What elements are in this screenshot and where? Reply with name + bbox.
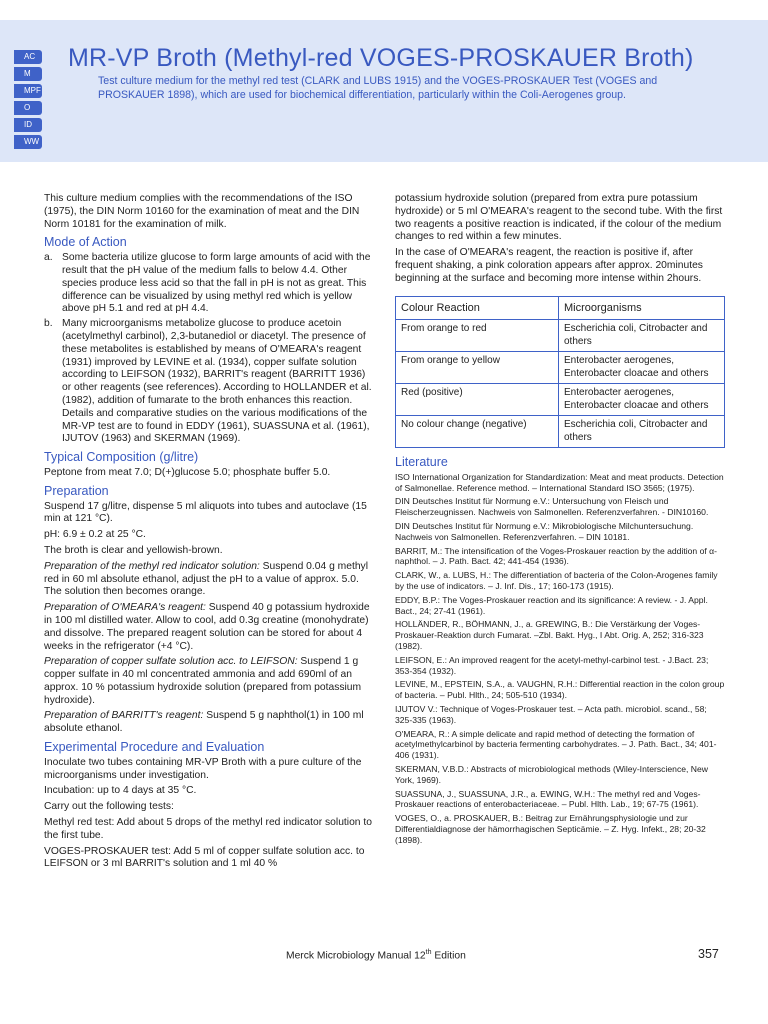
table-row [396, 320, 725, 352]
literature-item: CLARK, W., a. LUBS, H.: The differentiation of bacteria of the Colon-Arogenes family by the use of indicators. – J. Inf. Dis., 17; 160-173 (1915). [395, 570, 718, 592]
table-header-row [396, 296, 725, 320]
vp-test-paragraph: VOGES-PROSKAUER test: Add 5 ml of copper sulfate solution acc. to LEIFSON or 3 ml BARRIT's solution and 1 ml 40 % [44, 845, 365, 870]
page-number: 357 [698, 947, 719, 961]
literature-item: VOGES, O., a. PROSKAUER, B.: Beitrag zur Ernährungsphysiologie und zur Differentialdiagnose der hämorrhagischen Septicämie. – Z. Hyg. Infekt., 28; 20-32 (1898). [395, 813, 706, 845]
table-cell: Enterobacter aerogenes, Enterobacter cloacae and others [559, 352, 725, 384]
list-item-text: Many microorganisms metabolize glucose to produce acetoin (acetylmethyl carbinol), 2,3-butanediol or diacetyl. The presence of these metabolites is established by means of O'MEARA's reagent (1931) improved by LEVINE et al. (1934), copper sulfate solution according to LEIFSON (1932), BARRIT's reagent (BARRITT 1936) or other reagents (see references). According to HOLLANDER et al. (1982), addition of fumarate to the broth enhances this reaction. Details and comparative studies on the various modifications of the MR-VP test are to found in EDDY (1961), SUASSUNA et al. (1961), IJUTOV (1963) and SKERMAN (1969). [62, 318, 372, 445]
barritt-prep-text: Suspend 5 g naphthol(1) in 100 ml absolute ethanol. [44, 710, 364, 735]
leifson-prep-paragraph [44, 656, 374, 707]
literature-item: ISO International Organization for Standardization: Meat and meat products. Detection of Salmonellae. Reference method. – International Standard ISO 3565; (1975). [395, 471, 724, 493]
footer-manual-name: Merck Microbiology Manual 12 [286, 950, 426, 962]
procedure-paragraph: Inoculate two tubes containing MR-VP Broth with a pure culture of the microorganisms under investigation. [44, 756, 362, 781]
intro-paragraph: This culture medium complies with the recommendations of the ISO (1975), the DIN Norm 10160 for the examination of meat and the DIN Norm 10181 for the examination of milk. [44, 193, 360, 230]
incubation-paragraph: Incubation: up to 4 days at 35 °C. [44, 785, 197, 797]
literature-item: DIN Deutsches Institut für Normung e.V.: Untersuchung von Fleisch und Fleischerzeugnissen. Nachweis von Salmonellen. Referenzverfahren. - DIN10160. [395, 496, 709, 518]
omeara-prep-text: Suspend 40 g potassium hydroxide in 100 ml distilled water. Allow to cool, add 0.3g creatine (monohydrate) and dissolve. The prepared reagent solution can be stored for about 4 weeks in the refrigerator (+4 °C). [44, 602, 370, 652]
footer-text [286, 949, 466, 961]
table-header-cell: Colour Reaction [396, 296, 559, 320]
methyl-red-prep-label: Preparation of the methyl red indicator solution: [44, 560, 260, 572]
literature-item: HOLLÄNDER, R., BÖHMANN, J., a. GREWING, B.: Die Verstärkung der Voges-Proskauer-Reaktion durch Fumarat. –Zbl. Bakt. Hyg., I Abt. Orig. A, 252; 316-323 (1982). [395, 619, 704, 652]
leifson-prep-label: Preparation of copper sulfate solution acc. to LEIFSON: [44, 656, 298, 668]
section-tab-m[interactable]: M [14, 67, 42, 81]
literature-item: SUASSUNA, J., SUASSUNA, J.R., a. EWING, W.H.: The methyl red and Voges-Proskauer reactions of enterobacteriaceae. – Publ. Hlth. Lab., 19; 67-75 (1961). [395, 788, 701, 810]
right-column [395, 193, 725, 849]
section-tabs [14, 50, 42, 152]
preparation-paragraph: Suspend 17 g/litre, dispense 5 ml aliquots into tubes and autoclave (15 min at 121 °C). [44, 500, 367, 525]
literature-item: DIN Deutsches Institut für Normung e.V.: Mikrobiologische Milchuntersuchung. Nachweis von Salmonellen. Referenzverfahren. – DIN 10181. [395, 521, 694, 542]
left-column [44, 193, 374, 874]
table-cell: Escherichia coli, Citrobacter and others [559, 320, 725, 352]
table-row [396, 352, 725, 384]
literature-heading: Literature [395, 455, 448, 470]
omeara-result-paragraph: In the case of O'MEARA's reagent, the reaction is positive if, after frequent shaking, a pink coloration appears after approx. 20minutes beginning at the surface and becoming more intense within 2hours. [395, 247, 703, 284]
literature-item: IJUTOV V.: Technique of Voges-Proskauer test. – Acta path. microbiol. scand., 58; 325-335 (1963). [395, 704, 707, 725]
table-cell: From orange to red [396, 320, 559, 352]
table-row [396, 416, 725, 448]
table-cell: From orange to yellow [396, 352, 559, 384]
section-tab-mpf[interactable]: MPF [14, 84, 42, 98]
footer-superscript: th [425, 949, 432, 956]
table-row [396, 384, 725, 416]
vp-continuation-paragraph: potassium hydroxide solution (prepared from extra pure potassium hydroxide) or 5 ml O'MEARA's reagent to the second tube. With the first two reagents a positive reaction is indicated, if the colour of the medium changes to red within a few minutes. [395, 193, 723, 243]
page-subtitle: Test culture medium for the methyl red test (CLARK and LUBS 1915) and the VOGES-PROSKAUER Test (VOGES and PROSKAUER 1898), which are used for biochemical differentiation, particularly within the Coli-Aerogenes group. [98, 75, 658, 101]
omeara-prep-paragraph [44, 602, 374, 653]
section-tab-ac[interactable]: AC [14, 50, 42, 64]
omeara-prep-label: Preparation of O'MEARA's reagent: [44, 602, 206, 614]
appearance-paragraph: The broth is clear and yellowish-brown. [44, 544, 223, 556]
composition-text: Peptone from meat 7.0; D(+)glucose 5.0; phosphate buffer 5.0. [44, 466, 331, 478]
literature-item: LEIFSON, E.: An improved reagent for the acetyl-methyl-carbinol test. - J.Bact. 23; 353-354 (1932). [395, 654, 709, 676]
methyl-red-test-paragraph: Methyl red test: Add about 5 drops of the methyl red indicator solution to the first tube. [44, 817, 372, 841]
literature-item: LEVINE, M., EPSTEIN, S.A., a. VAUGHN, R.H.: Differential reaction in the colon group of bacteria. – Publ. Hlth., 24; 505-510 (1934). [395, 679, 725, 701]
table-cell: Enterobacter aerogenes, Enterobacter cloacae and others [559, 384, 725, 416]
procedure-heading: Experimental Procedure and Evaluation [44, 740, 265, 755]
literature-item: SKERMAN, V.B.D.: Abstracts of microbiological methods (Wiley-Interscience, New York, 1969). [395, 764, 708, 785]
composition-heading: Typical Composition (g/litre) [44, 450, 199, 465]
colour-reaction-table [395, 296, 725, 449]
leifson-prep-text: Suspend 1 g copper sulfate in 40 ml concentrated ammonia and add 690ml of an approx. 10 % potassium hydroxide solution (prepared from potassium hydroxide). [44, 656, 362, 706]
list-item [44, 252, 374, 316]
barritt-prep-paragraph [44, 710, 374, 736]
section-tab-o[interactable]: O [14, 101, 42, 115]
mode-of-action-heading: Mode of Action [44, 235, 127, 250]
table-cell: Escherichia coli, Citrobacter and others [559, 416, 725, 448]
page-title: MR-VP Broth (Methyl-red VOGES-PROSKAUER Broth) [68, 44, 694, 72]
literature-item: O'MEARA, R.: A simple delicate and rapid method of detecting the formation of acetylmethylcarbinol by bacteria fermenting carbohydrates. – J. Path. Bact., 34; 401-406 (1931). [395, 728, 717, 761]
tests-intro-paragraph: Carry out the following tests: [44, 801, 174, 813]
ph-paragraph: pH: 6.9 ± 0.2 at 25 °C. [44, 529, 146, 541]
literature-item: EDDY, B.P.: The Voges-Proskauer reaction and its significance: A review. - J. Appl. Bact., 24; 27-41 (1961). [395, 594, 708, 616]
table-cell: Red (positive) [396, 384, 559, 416]
methyl-red-prep-text: Suspend 0.04 g methyl red in 60 ml absolute ethanol, adjust the pH to a value of approx. 5.0. The solution then becomes orange. [44, 560, 368, 598]
section-tab-ww[interactable]: WW [14, 135, 42, 149]
list-marker: a. [44, 252, 53, 264]
methyl-red-prep-paragraph [44, 561, 374, 599]
table-header-cell: Microorganisms [559, 296, 725, 320]
list-marker: b. [44, 318, 53, 330]
preparation-heading: Preparation [44, 483, 109, 498]
list-item-text: Some bacteria utilize glucose to form large amounts of acid with the result that the pH value of the medium falls to below 4.4. Other species produce less acid so that the fall in pH is not as great. This difference can be visualized by using methyl red which is yellow above pH 5.1 and red at pH 4.4. [62, 252, 371, 315]
list-item [44, 318, 374, 446]
footer-edition: Edition [431, 950, 466, 962]
literature-item: BARRIT, M.: The intensification of the Voges-Proskauer reaction by the addition of α-naphthol. – J. Path. Bact. 42; 441-454 (1936). [395, 545, 717, 567]
barritt-prep-label: Preparation of BARRITT's reagent: [44, 710, 204, 722]
table-cell: No colour change (negative) [396, 416, 559, 448]
section-tab-id[interactable]: ID [14, 118, 42, 132]
